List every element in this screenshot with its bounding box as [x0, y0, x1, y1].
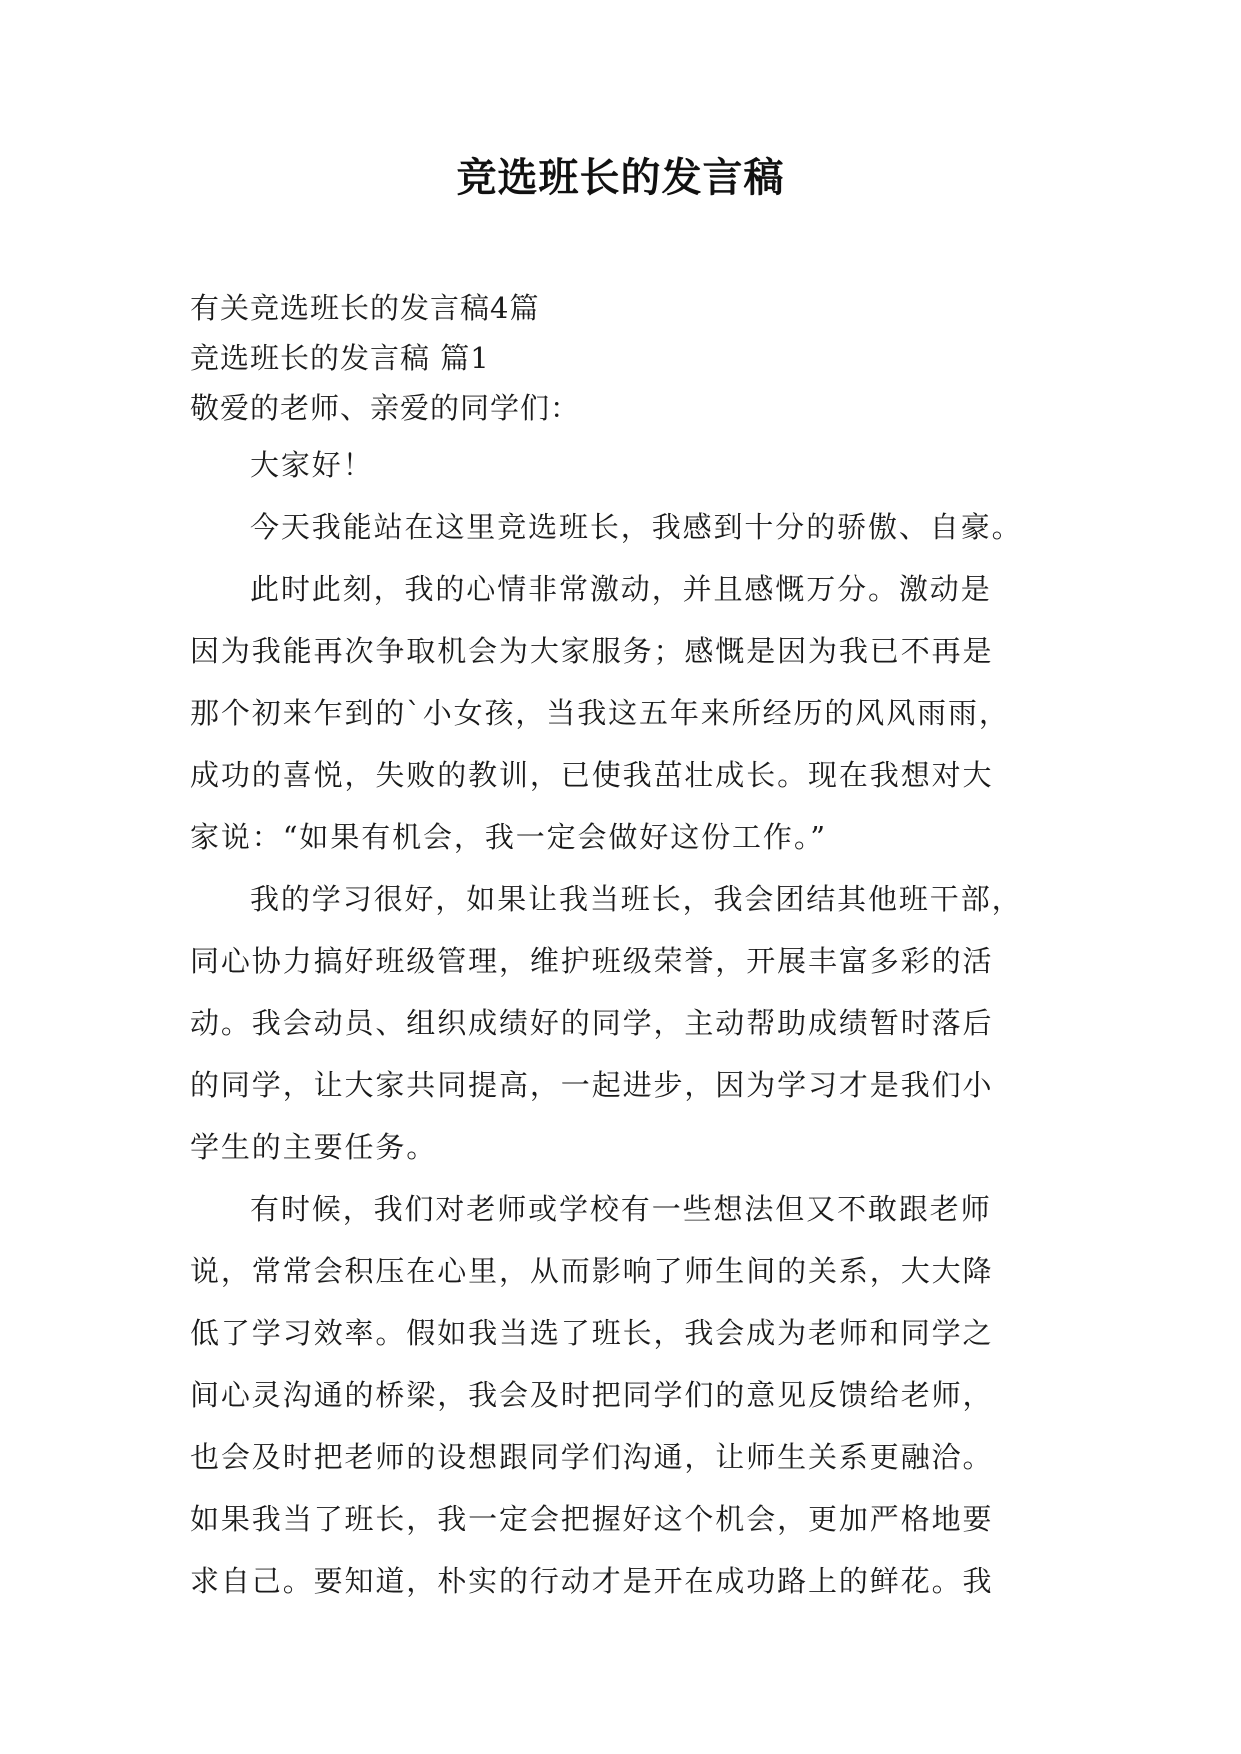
- text-line: 学生的主要任务。: [190, 1130, 438, 1164]
- body-paragraphs: [190, 434, 1066, 1612]
- text-line: 大家好！: [250, 448, 374, 482]
- text-line: 间心灵沟通的桥梁，我会及时把同学们的意见反馈给老师，: [190, 1378, 994, 1412]
- text-line: 同心协力搞好班级管理，维护班级荣誉，开展丰富多彩的活: [190, 944, 994, 978]
- text-line: 动。我会动员、组织成绩好的同学，主动帮助成绩暂时落后: [190, 1006, 994, 1040]
- text-line: 有时候，我们对老师或学校有一些想法但又不敢跟老师: [250, 1192, 992, 1226]
- text-line: 低了学习效率。假如我当选了班长，我会成为老师和同学之: [190, 1316, 994, 1350]
- text-line: 我的学习很好，如果让我当班长，我会团结其他班干部，: [250, 882, 1023, 916]
- section-heading: 竞选班长的发言稿 篇1: [190, 341, 490, 375]
- salutation: 敬爱的老师、亲爱的同学们：: [190, 391, 581, 425]
- text-line: 那个初来乍到的`小女孩，当我这五年来所经历的风风雨雨，: [190, 696, 1010, 730]
- text-line: 成功的喜悦，失败的教训，已使我茁壮成长。现在我想对大: [190, 758, 994, 792]
- text-line: 因为我能再次争取机会为大家服务；感慨是因为我已不再是: [190, 634, 994, 668]
- text-line: 今天我能站在这里竞选班长，我感到十分的骄傲、自豪。: [250, 510, 1023, 544]
- text-line: 也会及时把老师的设想跟同学们沟通，让师生关系更融洽。: [190, 1440, 994, 1474]
- text-line: 求自己。要知道，朴实的行动才是开在成功路上的鲜花。我: [190, 1564, 994, 1598]
- subtitle: 有关竞选班长的发言稿4篇: [190, 291, 540, 325]
- text-line: 的同学，让大家共同提高，一起进步，因为学习才是我们小: [190, 1068, 994, 1102]
- text-line: 此时此刻，我的心情非常激动，并且感慨万分。激动是: [250, 572, 992, 606]
- text-line: 家说：“如果有机会，我一定会做好这份工作。”: [190, 820, 827, 854]
- document-title: 竞选班长的发言稿: [456, 155, 785, 201]
- document-body: [190, 288, 1066, 1612]
- text-line: 说，常常会积压在心里，从而影响了师生间的关系，大大降: [190, 1254, 994, 1288]
- text-line: 如果我当了班长，我一定会把握好这个机会，更加严格地要: [190, 1502, 994, 1536]
